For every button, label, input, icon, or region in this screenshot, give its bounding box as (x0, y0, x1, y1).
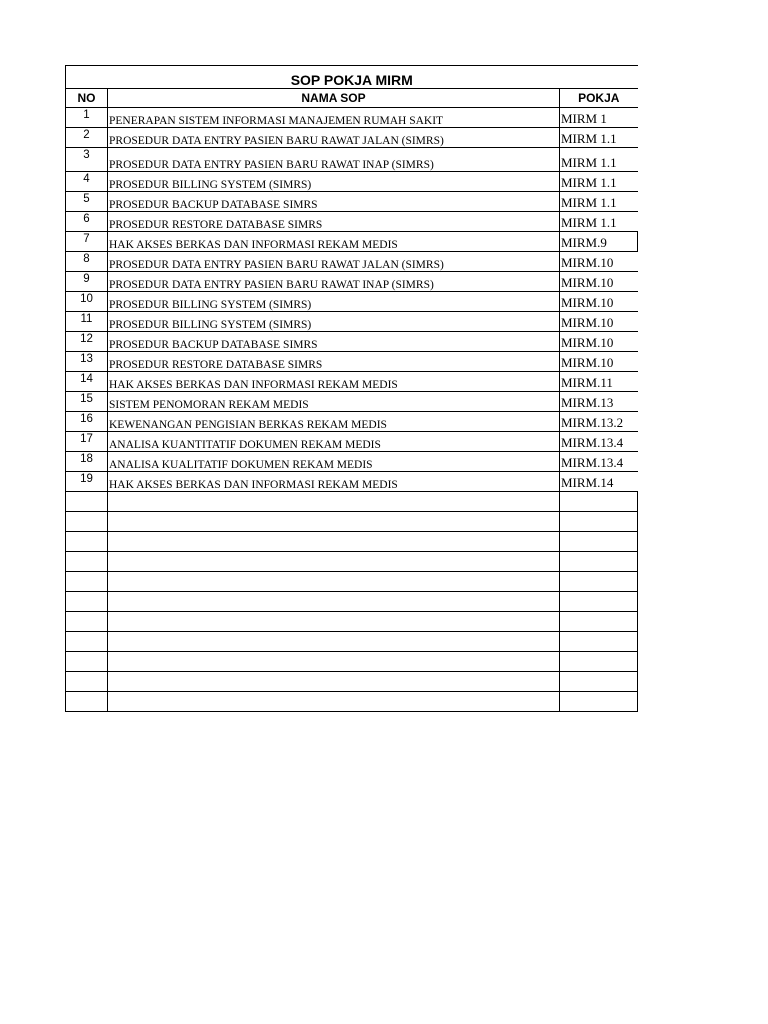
cell-pokja[interactable]: MIRM.10 (560, 312, 638, 332)
cell-pokja[interactable]: MIRM.10 (560, 332, 638, 352)
empty-cell-nama[interactable] (108, 492, 560, 512)
empty-row (66, 512, 638, 532)
sop-sheet (65, 65, 637, 712)
empty-cell-nama[interactable] (108, 572, 560, 592)
empty-cell-no[interactable] (66, 492, 108, 512)
cell-nama[interactable]: PROSEDUR RESTORE DATABASE SIMRS (108, 352, 560, 372)
cell-nama[interactable]: PROSEDUR DATA ENTRY PASIEN BARU RAWAT JALAN (SIMRS) (108, 252, 560, 272)
empty-row (66, 612, 638, 632)
empty-cell-no[interactable] (66, 512, 108, 532)
sheet-title[interactable]: SOP POKJA MIRM (66, 66, 638, 89)
empty-cell-pokja[interactable] (560, 592, 638, 612)
table-row (66, 232, 638, 252)
cell-nama[interactable]: PROSEDUR BACKUP DATABASE SIMRS (108, 192, 560, 212)
table-row (66, 452, 638, 472)
cell-nama[interactable]: ANALISA KUALITATIF DOKUMEN REKAM MEDIS (108, 452, 560, 472)
table-row (66, 312, 638, 332)
cell-pokja[interactable]: MIRM.13.4 (560, 432, 638, 452)
empty-cell-nama[interactable] (108, 512, 560, 532)
cell-nama[interactable]: PROSEDUR DATA ENTRY PASIEN BARU RAWAT INAP (SIMRS) (108, 148, 560, 172)
header-row (66, 89, 638, 108)
empty-cell-pokja[interactable] (560, 612, 638, 632)
table-row (66, 108, 638, 128)
empty-cell-nama[interactable] (108, 592, 560, 612)
empty-cell-pokja[interactable] (560, 632, 638, 652)
empty-cell-no[interactable] (66, 612, 108, 632)
empty-row (66, 572, 638, 592)
table-row (66, 472, 638, 492)
cell-pokja[interactable]: MIRM.10 (560, 252, 638, 272)
cell-pokja[interactable]: MIRM 1.1 (560, 212, 638, 232)
empty-cell-pokja[interactable] (560, 652, 638, 672)
table-row (66, 212, 638, 232)
empty-row (66, 692, 638, 712)
empty-cell-no[interactable] (66, 692, 108, 712)
table-row (66, 432, 638, 452)
empty-cell-pokja[interactable] (560, 532, 638, 552)
empty-cell-no[interactable] (66, 552, 108, 572)
cell-no[interactable]: 13 (66, 352, 108, 372)
empty-cell-pokja[interactable] (560, 692, 638, 712)
empty-row (66, 652, 638, 672)
table-row (66, 392, 638, 412)
table-row (66, 192, 638, 212)
cell-nama[interactable]: PROSEDUR DATA ENTRY PASIEN BARU RAWAT JALAN (SIMRS) (108, 128, 560, 148)
empty-cell-pokja[interactable] (560, 492, 638, 512)
cell-pokja[interactable]: MIRM 1.1 (560, 128, 638, 148)
cell-nama[interactable]: PROSEDUR RESTORE DATABASE SIMRS (108, 212, 560, 232)
table-row (66, 252, 638, 272)
cell-no[interactable]: 4 (66, 172, 108, 192)
cell-pokja[interactable]: MIRM.10 (560, 272, 638, 292)
cell-no[interactable]: 3 (66, 148, 108, 172)
cell-pokja[interactable]: MIRM 1.1 (560, 192, 638, 212)
table-row (66, 292, 638, 312)
cell-pokja[interactable]: MIRM.10 (560, 352, 638, 372)
table-row (66, 372, 638, 392)
cell-pokja[interactable]: MIRM.13 (560, 392, 638, 412)
cell-nama[interactable]: ANALISA KUANTITATIF DOKUMEN REKAM MEDIS (108, 432, 560, 452)
empty-cell-nama[interactable] (108, 692, 560, 712)
cell-no[interactable]: 18 (66, 452, 108, 472)
cell-no[interactable]: 7 (66, 232, 108, 252)
table-row (66, 412, 638, 432)
cell-pokja[interactable]: MIRM.9 (560, 232, 638, 252)
cell-nama[interactable]: KEWENANGAN PENGISIAN BERKAS REKAM MEDIS (108, 412, 560, 432)
empty-row (66, 532, 638, 552)
cell-nama[interactable]: PROSEDUR BILLING SYSTEM (SIMRS) (108, 172, 560, 192)
sop-table (65, 65, 638, 712)
cell-nama[interactable]: HAK AKSES BERKAS DAN INFORMASI REKAM MEDIS (108, 232, 560, 252)
cell-pokja[interactable]: MIRM 1 (560, 108, 638, 128)
table-row (66, 272, 638, 292)
cell-nama[interactable]: PROSEDUR BILLING SYSTEM (SIMRS) (108, 312, 560, 332)
cell-nama[interactable]: PROSEDUR BILLING SYSTEM (SIMRS) (108, 292, 560, 312)
cell-no[interactable]: 8 (66, 252, 108, 272)
empty-cell-no[interactable] (66, 632, 108, 652)
cell-pokja[interactable]: MIRM.13.4 (560, 452, 638, 472)
table-row (66, 352, 638, 372)
cell-no[interactable]: 5 (66, 192, 108, 212)
cell-nama[interactable]: PROSEDUR DATA ENTRY PASIEN BARU RAWAT INAP (SIMRS) (108, 272, 560, 292)
empty-row (66, 492, 638, 512)
table-row (66, 128, 638, 148)
cell-no[interactable]: 15 (66, 392, 108, 412)
cell-no[interactable]: 2 (66, 128, 108, 148)
empty-cell-no[interactable] (66, 572, 108, 592)
cell-nama[interactable]: SISTEM PENOMORAN REKAM MEDIS (108, 392, 560, 412)
header-no[interactable]: NO (66, 89, 108, 108)
cell-no[interactable]: 12 (66, 332, 108, 352)
empty-cell-nama[interactable] (108, 532, 560, 552)
cell-pokja[interactable]: MIRM.14 (560, 472, 638, 492)
empty-cell-pokja[interactable] (560, 572, 638, 592)
empty-cell-nama[interactable] (108, 672, 560, 692)
cell-no[interactable]: 11 (66, 312, 108, 332)
table-row (66, 148, 638, 172)
cell-nama[interactable]: HAK AKSES BERKAS DAN INFORMASI REKAM MEDIS (108, 472, 560, 492)
cell-pokja[interactable]: MIRM.13.2 (560, 412, 638, 432)
empty-cell-no[interactable] (66, 652, 108, 672)
empty-cell-no[interactable] (66, 532, 108, 552)
header-pokja[interactable]: POKJA (560, 89, 638, 108)
empty-cell-pokja[interactable] (560, 552, 638, 572)
empty-cell-no[interactable] (66, 592, 108, 612)
empty-cell-pokja[interactable] (560, 512, 638, 532)
cell-nama[interactable]: PENERAPAN SISTEM INFORMASI MANAJEMEN RUMAH SAKIT (108, 108, 560, 128)
cell-no[interactable]: 9 (66, 272, 108, 292)
cell-no[interactable]: 10 (66, 292, 108, 312)
cell-no[interactable]: 1 (66, 108, 108, 128)
empty-cell-nama[interactable] (108, 652, 560, 672)
empty-cell-pokja[interactable] (560, 672, 638, 692)
cell-no[interactable]: 16 (66, 412, 108, 432)
cell-no[interactable]: 19 (66, 472, 108, 492)
table-row (66, 172, 638, 192)
cell-pokja[interactable]: MIRM.11 (560, 372, 638, 392)
empty-row (66, 592, 638, 612)
empty-row (66, 672, 638, 692)
header-nama-sop[interactable]: NAMA SOP (108, 89, 560, 108)
cell-pokja[interactable]: MIRM 1.1 (560, 172, 638, 192)
cell-no[interactable]: 6 (66, 212, 108, 232)
cell-pokja[interactable]: MIRM 1.1 (560, 148, 638, 172)
cell-no[interactable]: 14 (66, 372, 108, 392)
empty-cell-nama[interactable] (108, 612, 560, 632)
cell-no[interactable]: 17 (66, 432, 108, 452)
cell-nama[interactable]: PROSEDUR BACKUP DATABASE SIMRS (108, 332, 560, 352)
empty-row (66, 552, 638, 572)
table-row (66, 332, 638, 352)
empty-cell-nama[interactable] (108, 552, 560, 572)
empty-cell-nama[interactable] (108, 632, 560, 652)
empty-cell-no[interactable] (66, 672, 108, 692)
cell-nama[interactable]: HAK AKSES BERKAS DAN INFORMASI REKAM MEDIS (108, 372, 560, 392)
empty-row (66, 632, 638, 652)
title-row (66, 66, 638, 89)
cell-pokja[interactable]: MIRM.10 (560, 292, 638, 312)
